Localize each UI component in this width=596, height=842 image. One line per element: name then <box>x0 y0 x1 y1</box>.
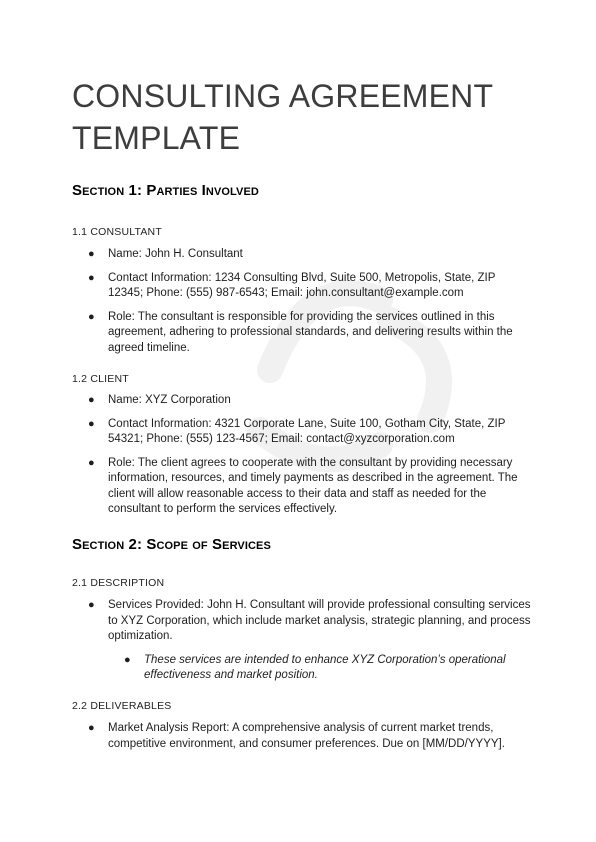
list-item: ● Market Analysis Report: A comprehensive analysis of current market trends, competitive environment, and consumer preferences. Due on [MM/DD/YYYY]. <box>88 722 505 750</box>
bullet-icon: ● <box>124 653 131 666</box>
list-item: ● Contact Information: 4321 Corporate Lane, Suite 100, Gotham City, State, ZIP 54321; Phone: (555) 123-4567; Email: contact@xyzcorporation.com <box>88 417 506 445</box>
deliverables-subheading: 2.2 DELIVERABLES <box>72 700 172 712</box>
consultant-subheading: 1.1 CONSULTANT <box>72 226 162 238</box>
list-item: ● Role: The client agrees to cooperate with the consultant by providing necessary information, resources, and timely payments as described in the agreement. The client will allow reasonable access to their data and staff as needed for the consultant to perform the services effectively. <box>88 456 518 515</box>
consultant-list <box>72 247 532 364</box>
deliverables-list <box>72 721 532 760</box>
bullet-icon: ● <box>88 248 95 260</box>
list-item: ● Name: XYZ Corporation <box>72 393 532 409</box>
document-title: CONSULTING AGREEMENT TEMPLATE <box>72 78 493 156</box>
section-2-heading: Section 2: Scope of Services <box>72 536 271 553</box>
bullet-icon: ● <box>88 394 95 406</box>
list-item: ● Services Provided: John H. Consultant will provide professional consulting services to XYZ Corporation, which include market analysis, strategic planning, and process optimization. <box>88 599 531 642</box>
bullet-icon: ● <box>88 271 95 284</box>
client-subheading: 1.2 CLIENT <box>72 373 129 385</box>
bullet-icon: ● <box>88 599 95 611</box>
section-1-heading: Section 1: Parties Involved <box>72 182 259 199</box>
list-item: ● Role: The consultant is responsible for providing the services outlined in this agreement, adhering to professional standards, and delivering results within the agreed timeline. <box>88 310 513 354</box>
bullet-icon: ● <box>88 310 95 323</box>
bullet-icon: ● <box>88 722 95 734</box>
list-subitem: ● These services are intended to enhance XYZ Corporation’s operational effectiveness and market position. <box>124 653 506 681</box>
bullet-icon: ● <box>88 456 95 469</box>
description-subheading: 2.1 DESCRIPTION <box>72 577 165 589</box>
list-item: ● Contact Information: 1234 Consulting Blvd, Suite 500, Metropolis, State, ZIP 12345; Phone: (555) 987-6543; Email: john.consultant@example.com <box>88 271 496 299</box>
list-item: ● Name: John H. Consultant <box>72 247 532 263</box>
bullet-icon: ● <box>88 417 95 430</box>
client-list <box>72 393 532 526</box>
description-list <box>72 598 532 692</box>
